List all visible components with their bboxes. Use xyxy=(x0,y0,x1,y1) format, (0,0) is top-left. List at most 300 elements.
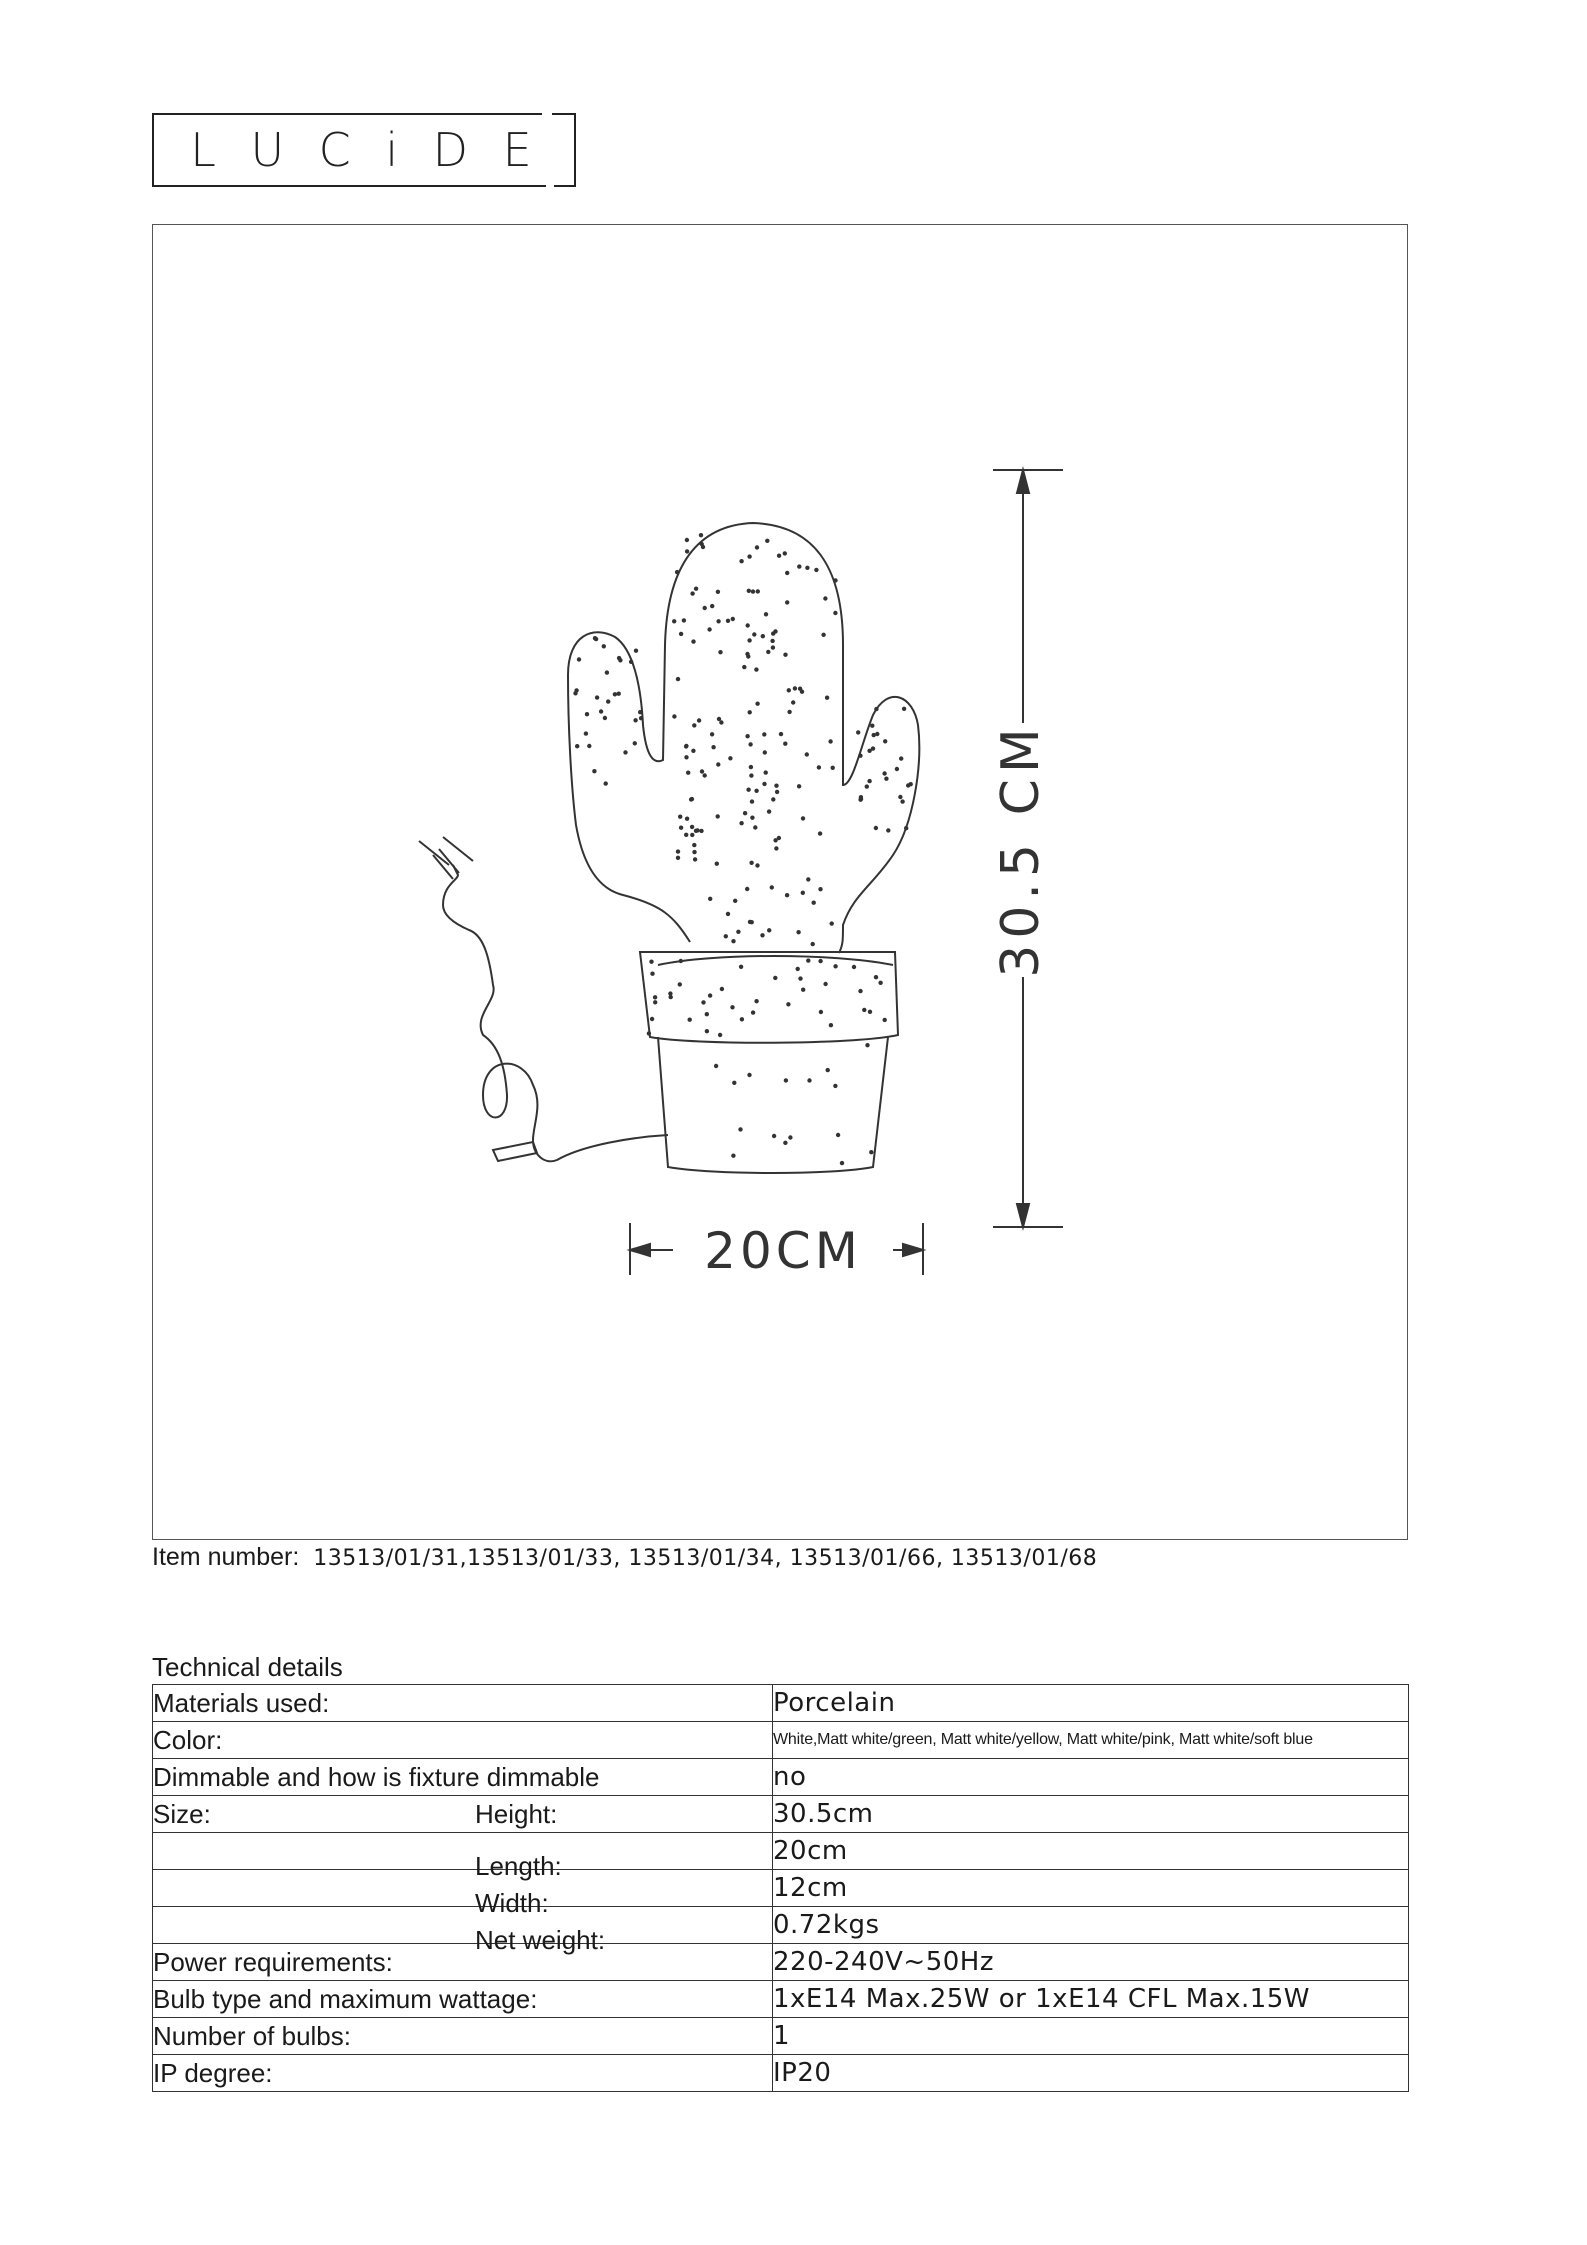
speckle-dot xyxy=(770,885,774,889)
speckle-dot xyxy=(745,734,749,738)
speckle-dot xyxy=(690,825,694,829)
speckle-dot xyxy=(882,771,886,775)
speckle-dot xyxy=(829,1023,833,1027)
speckle-dot xyxy=(716,619,720,623)
speckle-dot xyxy=(787,688,791,692)
speckle-dot xyxy=(629,660,633,664)
speckle-dot xyxy=(703,606,707,610)
speckle-dot xyxy=(613,692,617,696)
speckle-dot xyxy=(785,600,789,604)
speckle-dot xyxy=(739,965,743,969)
speckle-dot xyxy=(692,850,696,854)
spec-value: 0.72kgs xyxy=(773,1907,1409,1944)
speckle-dot xyxy=(805,752,809,756)
speckle-dot xyxy=(774,846,778,850)
logo-letter: L xyxy=(190,123,222,177)
table-row xyxy=(153,1722,1409,1759)
spec-value: 220-240V~50Hz xyxy=(773,1944,1409,1981)
speckle-dot xyxy=(814,568,818,572)
speckle-dot xyxy=(604,781,608,785)
speckle-dot xyxy=(755,545,759,549)
pot-outline xyxy=(640,952,898,1043)
speckle-dot xyxy=(728,756,732,760)
speckle-dot xyxy=(733,899,737,903)
item-number-line xyxy=(152,1543,1097,1572)
speckle-dot xyxy=(705,1029,709,1033)
logo-letter: D xyxy=(432,123,475,177)
speckle-dot xyxy=(807,1078,811,1082)
speckle-dot xyxy=(736,930,740,934)
spec-value: no xyxy=(773,1759,1409,1796)
speckle-dot xyxy=(840,1161,844,1165)
speckle-dot xyxy=(679,959,683,963)
logo-letter: i xyxy=(385,123,405,177)
width-arrow-right xyxy=(903,1244,923,1256)
item-number-value: 13513/01/31,13513/01/33, 13513/01/34, 13513/01/66, 13513/01/68 xyxy=(313,1546,1098,1571)
speckle-dot xyxy=(585,712,589,716)
table-row xyxy=(153,2018,1409,2055)
speckle-dot xyxy=(692,843,696,847)
speckle-dot xyxy=(605,670,609,674)
speckle-dot xyxy=(577,657,581,661)
speckle-dot xyxy=(748,742,752,746)
spec-value: Porcelain xyxy=(773,1685,1409,1722)
speckle-dots xyxy=(573,533,913,1165)
speckle-dot xyxy=(756,589,760,593)
power-cord xyxy=(443,865,668,1161)
speckle-dot xyxy=(798,976,802,980)
speckle-dot xyxy=(575,744,579,748)
width-arrow-left xyxy=(630,1244,650,1256)
speckle-dot xyxy=(865,784,869,788)
spec-label: Dimmable and how is fixture dimmable xyxy=(153,1761,600,1792)
speckle-dot xyxy=(779,732,783,736)
spec-label: Materials used: xyxy=(153,1687,330,1718)
logo-letter: U xyxy=(250,123,291,177)
cactus-outline xyxy=(568,523,919,953)
table-row xyxy=(153,2055,1409,2092)
speckle-dot xyxy=(747,554,751,558)
speckle-dot xyxy=(703,773,707,777)
speckle-dot xyxy=(870,724,874,728)
item-number-label: Item number: xyxy=(152,1543,300,1571)
speckle-dot xyxy=(584,731,588,735)
speckle-dot xyxy=(909,782,913,786)
speckle-dot xyxy=(775,790,779,794)
spec-label-cell xyxy=(153,1944,773,1981)
speckle-dot xyxy=(699,829,703,833)
speckle-dot xyxy=(806,958,810,962)
spec-label: Size: xyxy=(153,1798,211,1829)
speckle-dot xyxy=(594,637,598,641)
speckle-dot xyxy=(762,782,766,786)
speckle-dot xyxy=(678,982,682,986)
speckle-dot xyxy=(679,826,683,830)
spec-label-cell xyxy=(153,1833,773,1881)
speckle-dot xyxy=(714,1064,718,1068)
speckle-dot xyxy=(731,939,735,943)
speckle-dot xyxy=(750,816,754,820)
speckle-dot xyxy=(773,629,777,633)
spec-label-cell xyxy=(153,1759,773,1796)
speckle-dot xyxy=(676,856,680,860)
speckle-dot xyxy=(685,549,689,553)
speckle-dot xyxy=(747,1073,751,1077)
table-row xyxy=(153,1685,1409,1722)
speckle-dot xyxy=(726,619,730,623)
speckle-dot xyxy=(786,1002,790,1006)
speckle-dot xyxy=(823,596,827,600)
speckle-dot xyxy=(869,1150,873,1154)
speckle-dot xyxy=(690,833,694,837)
speckle-dot xyxy=(684,744,688,748)
spec-value: 30.5cm xyxy=(773,1796,1409,1833)
speckle-dot xyxy=(797,564,801,568)
speckle-dot xyxy=(785,893,789,897)
table-row xyxy=(153,1796,1409,1833)
width-dimension-label: 20CM xyxy=(704,1222,862,1280)
spec-sublabel: Length: xyxy=(475,1851,562,1881)
spec-label: Number of bulbs: xyxy=(153,2020,351,2051)
speckle-dot xyxy=(900,799,904,803)
speckle-dot xyxy=(731,1154,735,1158)
speckle-dot xyxy=(700,542,704,546)
speckle-dot xyxy=(730,1005,734,1009)
spec-label-cell xyxy=(153,1685,773,1722)
spec-label-cell xyxy=(153,1796,773,1833)
speckle-dot xyxy=(833,611,837,615)
speckle-dot xyxy=(819,1010,823,1014)
table-row xyxy=(153,1833,1409,1870)
speckle-dot xyxy=(862,1008,866,1012)
height-arrow-top xyxy=(1017,470,1029,493)
speckle-dot xyxy=(859,795,863,799)
speckle-dot xyxy=(684,833,688,837)
speckle-dot xyxy=(716,762,720,766)
speckle-dot xyxy=(798,687,802,691)
product-drawing-frame xyxy=(152,224,1408,1540)
switch xyxy=(493,1142,537,1161)
speckle-dot xyxy=(587,744,591,748)
speckle-dot xyxy=(701,1000,705,1004)
speckle-dot xyxy=(633,718,637,722)
spec-label-cell xyxy=(153,2055,773,2092)
speckle-dot xyxy=(788,1135,792,1139)
speckle-dot xyxy=(685,538,689,542)
speckle-dot xyxy=(688,1018,692,1022)
speckle-dot xyxy=(739,559,743,563)
speckle-dot xyxy=(694,829,698,833)
speckle-dot xyxy=(692,723,696,727)
speckle-dot xyxy=(755,863,759,867)
speckle-dot xyxy=(796,967,800,971)
speckle-dot xyxy=(748,710,752,714)
speckle-dot xyxy=(777,836,781,840)
speckle-dot xyxy=(743,811,747,815)
speckle-dot xyxy=(697,718,701,722)
spec-label-cell xyxy=(153,1870,773,1918)
speckle-dot xyxy=(823,982,827,986)
logo-letter: C xyxy=(318,123,357,177)
speckle-dot xyxy=(773,976,777,980)
speckle-dot xyxy=(617,692,621,696)
speckle-dot xyxy=(634,649,638,653)
speckle-dot xyxy=(726,912,730,916)
spec-value: White,Matt white/green, Matt white/yellow, Matt white/pink, Matt white/soft blue xyxy=(773,1722,1409,1759)
spec-value: 20cm xyxy=(773,1833,1409,1870)
spec-value: 1 xyxy=(773,2018,1409,2055)
speckle-dot xyxy=(852,965,856,969)
speckle-dot xyxy=(708,993,712,997)
speckle-dot xyxy=(754,999,758,1003)
logo-divider-gap xyxy=(546,172,554,192)
speckle-dot xyxy=(747,638,751,642)
speckle-dot xyxy=(874,975,878,979)
speckle-dot xyxy=(836,1133,840,1137)
speckle-dot xyxy=(740,1017,744,1021)
speckle-dot xyxy=(817,765,821,769)
table-row xyxy=(153,1870,1409,1907)
spec-label: Color: xyxy=(153,1724,223,1755)
speckle-dot xyxy=(742,665,746,669)
speckle-dot xyxy=(902,707,906,711)
speckle-dot xyxy=(710,732,714,736)
speckle-dot xyxy=(858,989,862,993)
speckle-dot xyxy=(883,1018,887,1022)
speckle-dot xyxy=(772,1134,776,1138)
speckle-dot xyxy=(777,554,781,558)
table-row xyxy=(153,1907,1409,1944)
speckle-dot xyxy=(638,710,642,714)
speckle-dot xyxy=(732,1081,736,1085)
spec-label: Bulb type and maximum wattage: xyxy=(153,1983,538,2014)
table-row xyxy=(153,1981,1409,2018)
speckle-dot xyxy=(796,930,800,934)
speckle-dot xyxy=(710,604,714,608)
speckle-dot xyxy=(801,988,805,992)
speckle-dot xyxy=(811,942,815,946)
speckle-dot xyxy=(751,1010,755,1014)
speckle-dot xyxy=(739,821,743,825)
speckle-dot xyxy=(716,590,720,594)
speckle-dot xyxy=(693,857,697,861)
speckle-dot xyxy=(592,769,596,773)
spec-label-cell xyxy=(153,1907,773,1955)
spec-value: 12cm xyxy=(773,1870,1409,1907)
speckle-dot xyxy=(833,578,837,582)
speckle-dot xyxy=(749,765,753,769)
spec-value: 1xE14 Max.25W or 1xE14 CFL Max.15W xyxy=(773,1981,1409,2018)
speckle-dot xyxy=(653,1000,657,1004)
technical-details-title: Technical details xyxy=(152,1652,343,1682)
speckle-dot xyxy=(694,587,698,591)
speckle-dot xyxy=(785,571,789,575)
speckle-dot xyxy=(650,1017,654,1021)
speckle-dot xyxy=(797,784,801,788)
speckle-dot xyxy=(755,702,759,706)
speckle-dot xyxy=(874,707,878,711)
speckle-dot xyxy=(716,814,720,818)
speckle-dot xyxy=(685,817,689,821)
speckle-dot xyxy=(676,849,680,853)
speckle-dot xyxy=(867,779,871,783)
speckle-dot xyxy=(801,891,805,895)
logo-letter: E xyxy=(502,123,538,177)
speckle-dot xyxy=(791,700,795,704)
spec-label: Power requirements: xyxy=(153,1946,393,1977)
speckle-dot xyxy=(754,789,758,793)
speckle-dot xyxy=(746,623,750,627)
speckle-dot xyxy=(750,799,754,803)
speckle-dot xyxy=(766,650,770,654)
speckle-dot xyxy=(623,750,627,754)
speckle-dot xyxy=(672,714,676,718)
speckle-dot xyxy=(874,826,878,830)
pot-rim-inner xyxy=(658,956,893,965)
speckle-dot xyxy=(754,667,758,671)
speckle-dot xyxy=(872,733,876,737)
speckle-dot xyxy=(705,1012,709,1016)
speckle-dot xyxy=(898,795,902,799)
cactus-lamp-drawing xyxy=(153,225,1409,1541)
speckle-dot xyxy=(761,634,765,638)
speckle-dot xyxy=(801,816,805,820)
speckle-dot xyxy=(833,1084,837,1088)
speckle-dot xyxy=(711,745,715,749)
speckle-dot xyxy=(672,619,676,623)
speckle-dot xyxy=(856,730,860,734)
speckle-dot xyxy=(720,987,724,991)
speckle-dot xyxy=(878,981,882,985)
speckle-dot xyxy=(865,1043,869,1047)
speckle-dot xyxy=(783,742,787,746)
speckle-dot xyxy=(650,972,654,976)
speckle-dot xyxy=(868,1010,872,1014)
speckle-dot xyxy=(606,699,610,703)
speckle-dot xyxy=(833,964,837,968)
spec-sublabel: Width: xyxy=(475,1888,549,1918)
speckle-dot xyxy=(805,566,809,570)
speckle-dot xyxy=(762,732,766,736)
speckle-dot xyxy=(806,877,810,881)
brand-logo xyxy=(152,113,576,187)
spec-sublabel: Height: xyxy=(475,1798,558,1829)
speckle-dot xyxy=(783,551,787,555)
speckle-dot xyxy=(724,934,728,938)
speckle-dot xyxy=(783,653,787,657)
speckle-dot xyxy=(602,644,606,648)
speckle-dot xyxy=(699,533,703,537)
speckle-dot xyxy=(763,750,767,754)
speckle-dot xyxy=(771,797,775,801)
speckle-dot xyxy=(752,632,756,636)
speckle-dot xyxy=(707,627,711,631)
speckle-dot xyxy=(828,739,832,743)
speckle-dot xyxy=(774,784,778,788)
speckle-dot xyxy=(738,1127,742,1131)
speckle-dot xyxy=(573,691,577,695)
spec-label-cell xyxy=(153,1981,773,2018)
speckle-dot xyxy=(595,695,599,699)
speckle-dot xyxy=(825,696,829,700)
speckle-dot xyxy=(599,709,603,713)
speckle-dot xyxy=(653,995,657,999)
speckle-dot xyxy=(647,1031,651,1035)
speckle-dot xyxy=(678,815,682,819)
spec-label: IP degree: xyxy=(153,2057,273,2088)
height-dimension-label: 30.5 CM xyxy=(991,722,1051,978)
speckle-dot xyxy=(718,1033,722,1037)
speckle-dot xyxy=(818,831,822,835)
speckle-dot xyxy=(745,887,749,891)
speckle-dot xyxy=(904,826,908,830)
speckle-dot xyxy=(749,861,753,865)
pot-base xyxy=(658,1037,888,1173)
speckle-dot xyxy=(858,754,862,758)
speckle-dot xyxy=(679,632,683,636)
speckle-dot xyxy=(675,570,679,574)
speckle-dot xyxy=(765,539,769,543)
speckle-dot xyxy=(871,746,875,750)
speckle-dot xyxy=(764,770,768,774)
speckle-dot xyxy=(783,1141,787,1145)
speckle-dot xyxy=(831,766,835,770)
speckle-dot xyxy=(691,639,695,643)
speckle-dot xyxy=(633,741,637,745)
speckle-dot xyxy=(771,645,775,649)
height-arrow-bottom xyxy=(1017,1204,1029,1227)
speckle-dot xyxy=(618,658,622,662)
speckle-dot xyxy=(830,921,834,925)
speckle-dot xyxy=(750,920,754,924)
speckle-dot xyxy=(691,749,695,753)
speckle-dot xyxy=(700,769,704,773)
speckle-dot xyxy=(812,901,816,905)
speckle-dot xyxy=(718,650,722,654)
speckle-dot xyxy=(684,755,688,759)
speckle-dot xyxy=(793,686,797,690)
speckle-dot xyxy=(899,756,903,760)
plug xyxy=(419,837,473,879)
speckle-dot xyxy=(760,933,764,937)
speckle-dot xyxy=(826,1068,830,1072)
speckle-dot xyxy=(747,589,751,593)
speckle-dot xyxy=(745,652,749,656)
speckle-dot xyxy=(767,809,771,813)
speckle-dot xyxy=(883,739,887,743)
speckle-dot xyxy=(770,639,774,643)
speckle-dot xyxy=(689,797,693,801)
spec-sublabel: Net weight: xyxy=(475,1925,606,1955)
speckle-dot xyxy=(749,773,753,777)
speckle-dot xyxy=(639,716,643,720)
speckle-dot xyxy=(767,928,771,932)
speckle-dot xyxy=(895,767,899,771)
speckle-dot xyxy=(669,995,673,999)
speckle-dot xyxy=(784,1078,788,1082)
speckle-dot xyxy=(818,887,822,891)
speckle-dot xyxy=(731,617,735,621)
speckle-dot xyxy=(603,716,607,720)
spec-label-cell xyxy=(153,2018,773,2055)
speckle-dot xyxy=(787,710,791,714)
speckle-dot xyxy=(649,960,653,964)
speckle-dot xyxy=(821,633,825,637)
speckle-dot xyxy=(751,589,755,593)
speckle-dot xyxy=(818,959,822,963)
speckle-dot xyxy=(686,771,690,775)
speckle-dot xyxy=(884,777,888,781)
